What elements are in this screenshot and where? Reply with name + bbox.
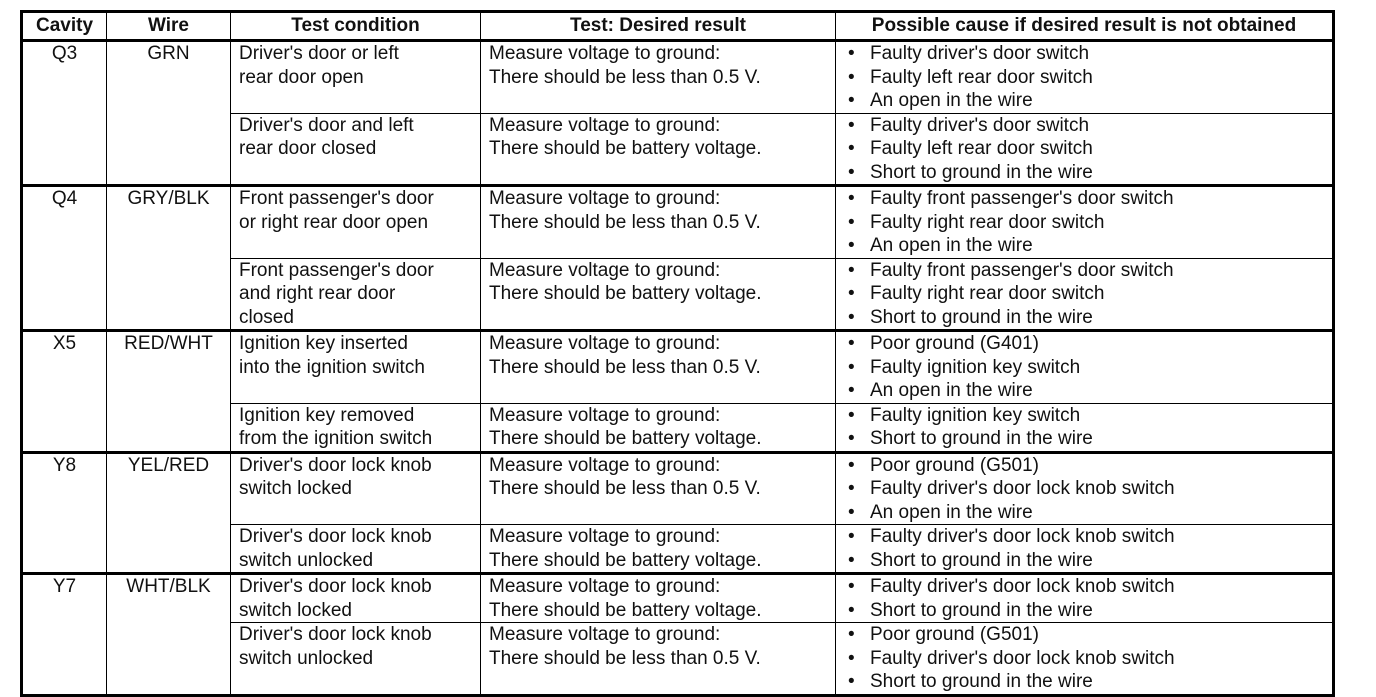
cause-item: • Faulty left rear door switch [848, 66, 1324, 90]
possible-cause-cell [836, 574, 1334, 623]
desired-result-line: There should be less than 0.5 V. [489, 211, 761, 233]
cause-item: • Faulty left rear door switch [848, 137, 1324, 161]
table-row [22, 186, 1334, 259]
header-wire: Wire [107, 12, 231, 41]
desired-result-cell [481, 623, 836, 696]
cause-list [844, 525, 1324, 572]
test-condition-cell [231, 113, 481, 186]
test-condition-cell [231, 331, 481, 404]
desired-result-line: Measure voltage to ground: [489, 404, 721, 426]
cause-item: • Poor ground (G501) [848, 623, 1324, 647]
test-condition-line: Driver's door lock knob [239, 454, 432, 476]
possible-cause-cell [836, 113, 1334, 186]
cause-item: • Faulty right rear door switch [848, 282, 1324, 306]
desired-result-line: There should be battery voltage. [489, 549, 762, 571]
desired-result-cell [481, 186, 836, 259]
cause-item: • Faulty ignition key switch [848, 404, 1324, 428]
cause-item: • Poor ground (G401) [848, 332, 1324, 356]
cause-list [844, 332, 1324, 403]
cause-item: • An open in the wire [848, 89, 1324, 113]
test-condition-line: and right rear door [239, 283, 396, 304]
test-condition-cell [231, 574, 481, 623]
test-condition-line: switch unlocked [239, 549, 374, 571]
cause-list [844, 623, 1324, 694]
possible-cause-cell [836, 525, 1334, 574]
test-condition-line: Driver's door lock knob [239, 576, 432, 597]
test-condition-line: Ignition key inserted [239, 333, 408, 354]
desired-result-line: There should be less than 0.5 V. [489, 647, 761, 669]
cause-list [844, 454, 1324, 525]
test-condition-cell [231, 186, 481, 259]
desired-result-cell [481, 574, 836, 623]
desired-result-line: Measure voltage to ground: [489, 526, 721, 547]
desired-result-line: There should be less than 0.5 V. [489, 356, 761, 378]
possible-cause-cell [836, 258, 1334, 331]
cause-item: • An open in the wire [848, 379, 1324, 403]
cause-item: • Faulty right rear door switch [848, 211, 1324, 235]
desired-result-cell [481, 525, 836, 574]
cavity-cell: Y8 [22, 452, 107, 574]
desired-result-line: There should be battery voltage. [489, 428, 762, 449]
cause-item: • Faulty ignition key switch [848, 356, 1324, 380]
possible-cause-cell [836, 186, 1334, 259]
desired-result-cell [481, 113, 836, 186]
cause-item: • Faulty driver's door lock knob switch [848, 477, 1324, 501]
desired-result-line: Measure voltage to ground: [489, 43, 721, 64]
table-header [22, 12, 1334, 41]
cause-item: • Short to ground in the wire [848, 549, 1324, 573]
cause-item: • Poor ground (G501) [848, 454, 1324, 478]
desired-result-line: Measure voltage to ground: [489, 454, 721, 476]
test-condition-line: switch unlocked [239, 647, 374, 669]
desired-result-cell [481, 258, 836, 331]
cause-item: • Faulty front passenger's door switch [848, 259, 1324, 283]
wire-cell: GRN [107, 41, 231, 186]
header-cavity: Cavity [22, 12, 107, 41]
desired-result-line: There should be battery voltage. [489, 283, 762, 304]
cause-item: • Faulty front passenger's door switch [848, 187, 1324, 211]
possible-cause-cell [836, 331, 1334, 404]
cause-item: • An open in the wire [848, 501, 1324, 525]
cause-list [844, 404, 1324, 451]
test-condition-line: Driver's door or left [239, 43, 399, 64]
cause-list [844, 114, 1324, 185]
desired-result-cell [481, 403, 836, 452]
desired-result-line: Measure voltage to ground: [489, 188, 721, 209]
cause-list [844, 259, 1324, 330]
test-condition-line: into the ignition switch [239, 356, 425, 378]
table-body [22, 41, 1334, 696]
test-condition-line: Driver's door lock knob [239, 526, 432, 547]
test-condition-cell [231, 623, 481, 696]
cavity-cell: Q4 [22, 186, 107, 331]
header-test-condition: Test condition [231, 12, 481, 41]
table-row [22, 574, 1334, 623]
cavity-cell: X5 [22, 331, 107, 453]
cause-item: • An open in the wire [848, 234, 1324, 258]
test-condition-cell [231, 41, 481, 114]
wire-cell: GRY/BLK [107, 186, 231, 331]
test-condition-cell [231, 258, 481, 331]
test-condition-line: switch locked [239, 599, 352, 621]
test-condition-cell [231, 525, 481, 574]
possible-cause-cell [836, 41, 1334, 114]
wire-cell: WHT/BLK [107, 574, 231, 696]
possible-cause-cell [836, 623, 1334, 696]
troubleshooting-table [20, 10, 1335, 697]
cause-item: • Faulty driver's door lock knob switch [848, 575, 1324, 599]
cavity-cell: Q3 [22, 41, 107, 186]
test-condition-line: switch locked [239, 478, 352, 499]
table-row [22, 331, 1334, 404]
desired-result-line: There should be less than 0.5 V. [489, 66, 761, 88]
test-condition-line: Driver's door lock knob [239, 624, 432, 645]
cause-item: • Faulty driver's door lock knob switch [848, 525, 1324, 549]
test-condition-line: from the ignition switch [239, 428, 433, 449]
cause-item: • Short to ground in the wire [848, 599, 1324, 623]
test-condition-cell [231, 452, 481, 525]
desired-result-line: There should be battery voltage. [489, 599, 762, 621]
header-possible-cause: Possible cause if desired result is not obtained [836, 12, 1334, 41]
cause-list [844, 42, 1324, 113]
test-condition-line: closed [239, 306, 294, 328]
desired-result-cell [481, 331, 836, 404]
desired-result-line: There should be less than 0.5 V. [489, 478, 761, 499]
cause-item: • Faulty driver's door switch [848, 42, 1324, 66]
cause-item: • Short to ground in the wire [848, 670, 1324, 694]
header-row [22, 12, 1334, 41]
cause-item: • Short to ground in the wire [848, 306, 1324, 330]
table-row [22, 41, 1334, 114]
desired-result-line: Measure voltage to ground: [489, 624, 721, 645]
desired-result-cell [481, 452, 836, 525]
desired-result-line: Measure voltage to ground: [489, 114, 721, 136]
desired-result-line: Measure voltage to ground: [489, 576, 721, 597]
wire-cell: YEL/RED [107, 452, 231, 574]
wire-cell: RED/WHT [107, 331, 231, 453]
desired-result-line: There should be battery voltage. [489, 138, 762, 159]
test-condition-cell [231, 403, 481, 452]
desired-result-cell [481, 41, 836, 114]
table-row [22, 452, 1334, 525]
test-condition-line: Front passenger's door [239, 259, 434, 281]
desired-result-line: Measure voltage to ground: [489, 333, 721, 354]
test-condition-line: Driver's door and left [239, 114, 414, 136]
cause-list [844, 187, 1324, 258]
possible-cause-cell [836, 452, 1334, 525]
test-condition-line: rear door closed [239, 138, 377, 159]
cause-item: • Faulty driver's door switch [848, 114, 1324, 138]
test-condition-line: Ignition key removed [239, 404, 415, 426]
desired-result-line: Measure voltage to ground: [489, 259, 721, 281]
possible-cause-cell [836, 403, 1334, 452]
cavity-cell: Y7 [22, 574, 107, 696]
cause-list [844, 575, 1324, 622]
test-condition-line: or right rear door open [239, 211, 429, 233]
cause-item: • Faulty driver's door lock knob switch [848, 647, 1324, 671]
cause-item: • Short to ground in the wire [848, 427, 1324, 451]
header-desired-result: Test: Desired result [481, 12, 836, 41]
test-condition-line: Front passenger's door [239, 188, 434, 209]
test-condition-line: rear door open [239, 66, 364, 88]
cause-item: • Short to ground in the wire [848, 161, 1324, 185]
